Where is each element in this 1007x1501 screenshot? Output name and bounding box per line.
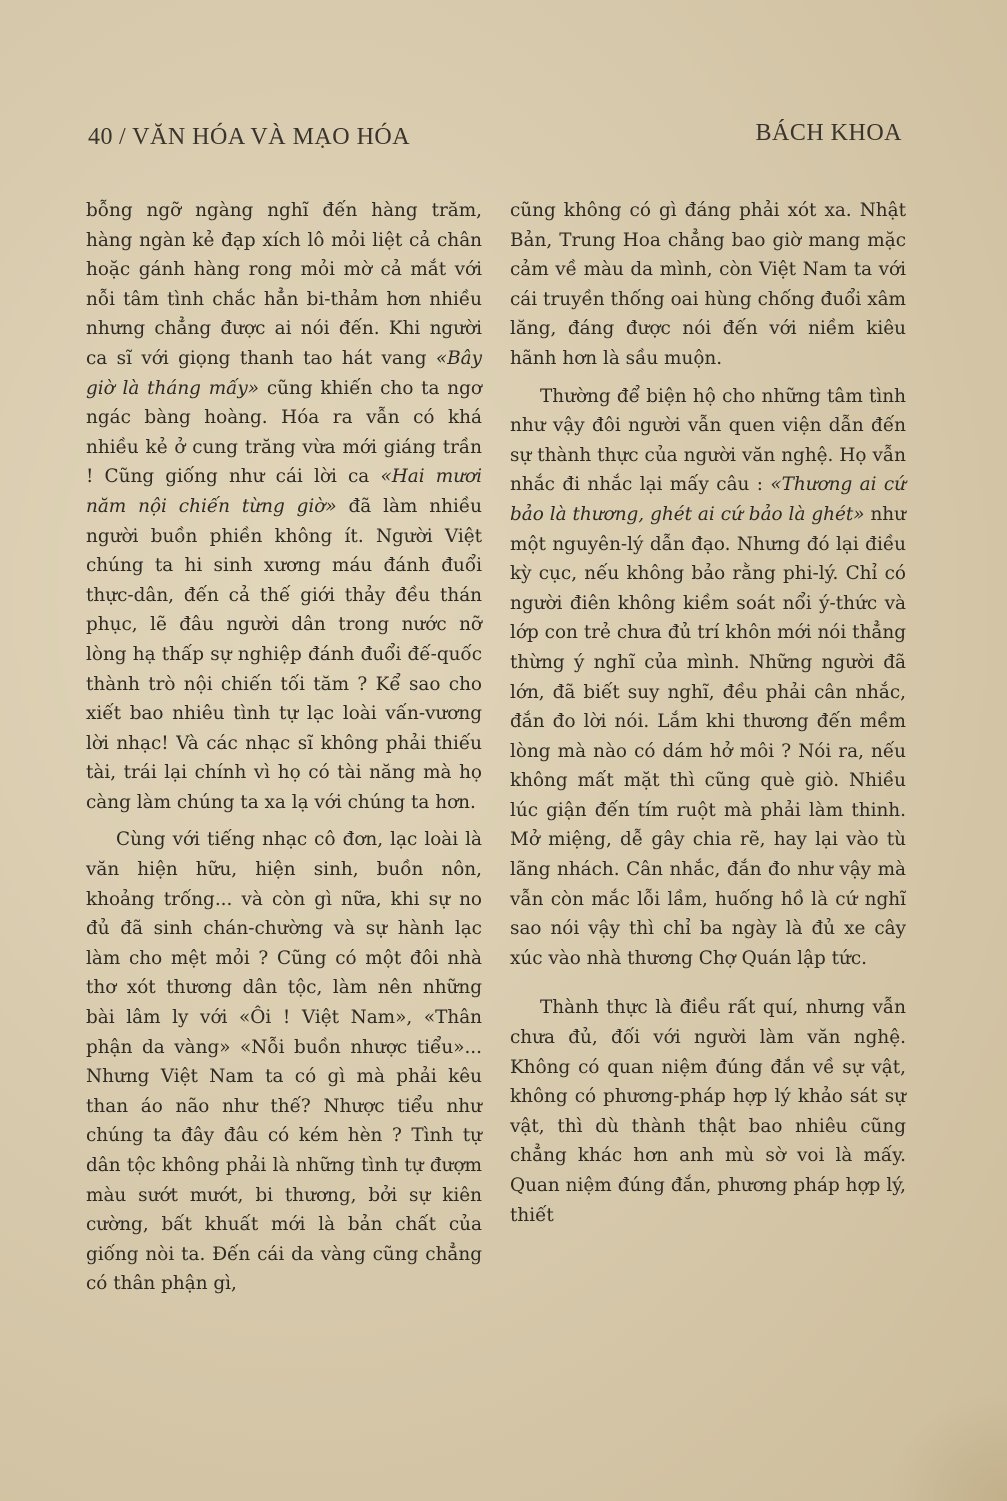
header-left <box>88 124 410 151</box>
section-title: VĂN HÓA VÀ MẠO HÓA <box>132 124 411 150</box>
song-title: «Hai mươi năm nội chiến từng giờ» <box>86 466 482 517</box>
paragraph: Cùng với tiếng nhạc cô đơn, lạc loài là văn hiện hữu, hiện sinh, buồn nôn, khoảng trống... và còn gì nữa, khi sự no đủ đã sinh chán-chường và sự hành lạc làm cho mệt mỏi ? Cũng có một đôi nhà thơ xót thương dân tộc, làm nên những bài lâm ly với «Ôi ! Việt Nam», «Thân phận da vàng» «Nỗi buồn nhược tiểu»... Nhưng Việt Nam ta có gì mà phải kêu than áo não như thế? Nhược tiểu như chúng ta đây đâu có kém hèn ? Tình tự dân tộc không phải là những tình tự đượm màu sướt mướt, bi thương, bởi sự kiên cường, bất khuất mới là bản chất của giống nòi ta. Đến cái da vàng cũng chẳng có thân phận gì, <box>86 829 482 1295</box>
text-run: bỗng ngỡ ngàng nghĩ đến hàng trăm, hàng ngàn kẻ đạp xích lô mỏi liệt cả chân hoặc gánh hàng rong mỏi mờ cả mắt với nỗi tâm tình chắc hẳn bi-thảm hơn nhiều nhưng chẳng được ai nói đến. Khi người ca sĩ với giọng thanh tao hát vang <box>86 200 482 369</box>
text-run: như một nguyên-lý dẫn đạo. Nhưng đó lại điều kỳ cục, nếu không bảo rằng phi-lý. Chỉ có người điên không kiềm soát nổi ý-thức và lớp con trẻ chưa đủ trí khôn mới nói thẳng thừng ý nghĩ của mình. Những người đã lớn, đã biết suy nghĩ, đều phải cân nhắc, đắn đo lời nói. Lắm khi thương đến mềm lòng mà nào có dám hở môi ? Nói ra, nếu không mất mặt thì cũng què giò. Nhiều lúc giận đến tím ruột mà phải làm thinh. Mở miệng, dễ gây chia rẽ, hay lại vào tù lãng nhách. Cân nhắc, đắn đo như vậy mà vẫn còn mắc lỗi lầm, huống hồ là cứ nghĩ sao nói vậy thì chỉ ba ngày là đủ xe cây xúc vào nhà thương Chợ Quán lập tức. <box>510 503 906 969</box>
paragraph <box>510 382 906 974</box>
right-column <box>510 196 906 1230</box>
song-title: «Bây giờ là tháng mấy» <box>86 347 482 399</box>
text-run: đã làm nhiều người buồn phiền không ít. Người Việt chúng ta hi sinh xương máu đánh đuổi thực-dân, đến cả thế giới thảy đều thán phục, lẽ đâu người dân trong nước nỡ lòng hạ thấp sự nghiệp đánh đuổi đế-quốc thành trò nội chiến tối tăm ? Kể sao cho xiết bao nhiêu tình tự lạc loài vấn-vương lời nhạc! Và các nhạc sĩ không phải thiếu tài, trái lại chính vì họ có tài năng mà họ càng làm chúng ta xa lạ với chúng ta hơn. <box>86 495 482 813</box>
paragraph <box>86 196 482 817</box>
paragraph: cũng không có gì đáng phải xót xa. Nhật Bản, Trung Hoa chẳng bao giờ mang mặc cảm về màu da mình, còn Việt Nam ta với cái truyền thống oai hùng chống đuổi xâm lăng, đáng được nói đến với niềm kiêu hãnh hơn là sầu muộn. <box>510 200 906 369</box>
text-run: Thường để biện hộ cho những tâm tình như vậy đôi người vẫn quen viện dẫn đến sự thành thực của người văn nghệ. Họ vẫn nhắc đi nhắc lại mấy câu : <box>510 385 906 496</box>
magazine-name: BÁCH KHOA <box>755 120 902 146</box>
page-number: 40 <box>88 124 113 150</box>
left-column <box>86 196 482 1299</box>
paragraph: Thành thực là điều rất quí, nhưng vẫn chưa đủ, đối với người làm văn nghệ. Không có quan niệm đúng đắn về sự vật, không có phương-pháp hợp lý khảo sát sự vật, thì dù thành thật bao nhiêu cũng chẳng khác hơn anh mù sờ voi là mấy. Quan niệm đúng đắn, phương pháp hợp lý, thiết <box>510 997 906 1226</box>
header-separator: / <box>119 124 127 150</box>
text-run: cũng khiến cho ta ngơ ngác bàng hoàng. Hóa ra vẫn có khá nhiều kẻ ở cung trăng vừa mới giáng trần ! Cũng giống như cái lời ca <box>86 377 482 488</box>
quote: «Thương ai cứ bảo là thương, ghét ai cứ bảo là ghét» <box>510 474 906 525</box>
page-header <box>88 118 906 158</box>
paper-stain <box>887 1391 1007 1501</box>
